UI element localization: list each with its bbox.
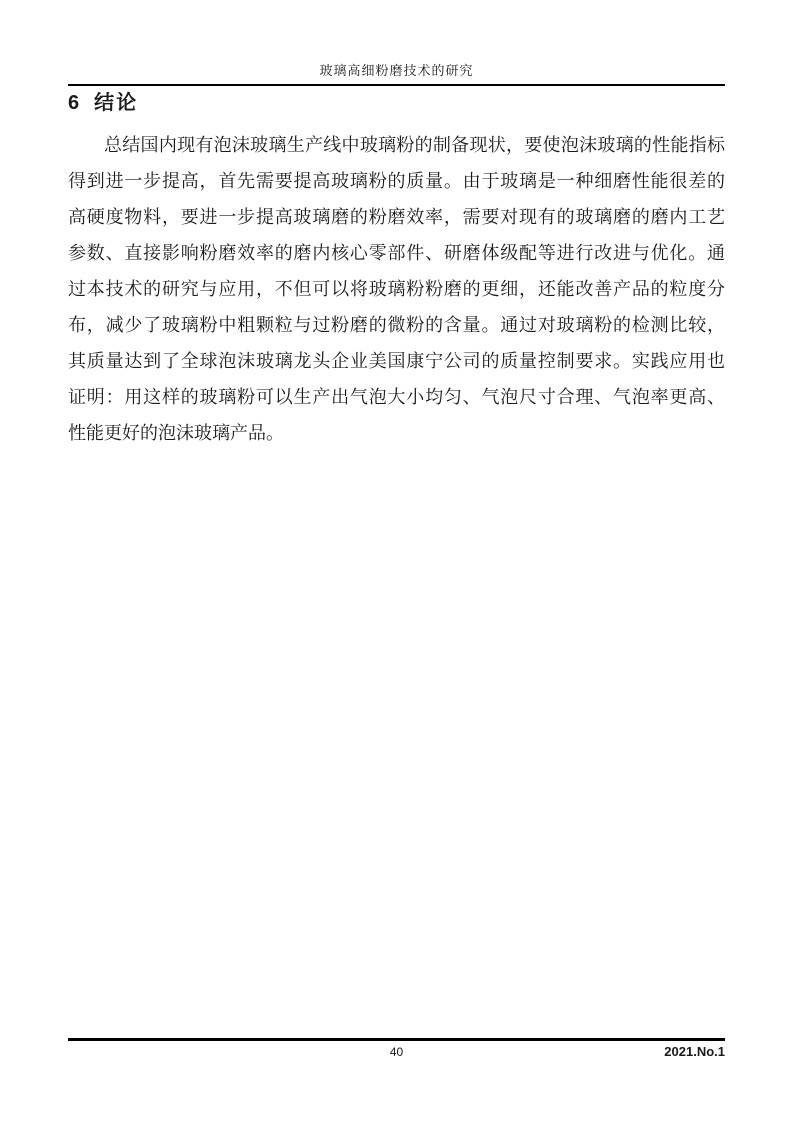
- footer-row: [68, 1041, 725, 1065]
- paragraph-line: 布，减少了玻璃粉中粗颗粒与过粉磨的微粉的含量。通过对玻璃粉的检测比较，: [68, 315, 725, 335]
- section-number: 6: [68, 92, 80, 114]
- running-header-title: 玻璃高细粉磨技术的研究: [319, 63, 474, 78]
- paragraph-line: 过本技术的研究与应用，不但可以将玻璃粉粉磨的更细，还能改善产品的粒度分: [68, 279, 725, 299]
- paragraph-line: 证明：用这样的玻璃粉可以生产出气泡大小均匀、气泡尺寸合理、气泡率更高、: [68, 387, 725, 407]
- paragraph-line: 性能更好的泡沫玻璃产品。: [68, 423, 284, 443]
- paragraph-line: 得到进一步提高，首先需要提高玻璃粉的质量。由于玻璃是一种细磨性能很差的: [68, 171, 725, 191]
- page-number: 40: [389, 1045, 404, 1059]
- page-footer: [68, 1038, 725, 1065]
- section-heading: [68, 91, 725, 115]
- paragraph-line: 其质量达到了全球泡沫玻璃龙头企业美国康宁公司的质量控制要求。实践应用也: [68, 351, 725, 371]
- issue-label: 2021.No.1: [664, 1044, 725, 1059]
- running-header: [68, 62, 725, 86]
- paragraph-line: 总结国内现有泡沫玻璃生产线中玻璃粉的制备现状，要使泡沫玻璃的性能指标: [104, 135, 725, 155]
- paragraph-line: 参数、直接影响粉磨效率的磨内核心零部件、研磨体级配等进行改进与优化。通: [68, 243, 725, 263]
- section-title: 结论: [94, 92, 139, 114]
- paragraph-line: 高硬度物料，要进一步提高玻璃磨的粉磨效率，需要对现有的玻璃磨的磨内工艺: [68, 207, 725, 227]
- body-paragraph: [68, 127, 725, 451]
